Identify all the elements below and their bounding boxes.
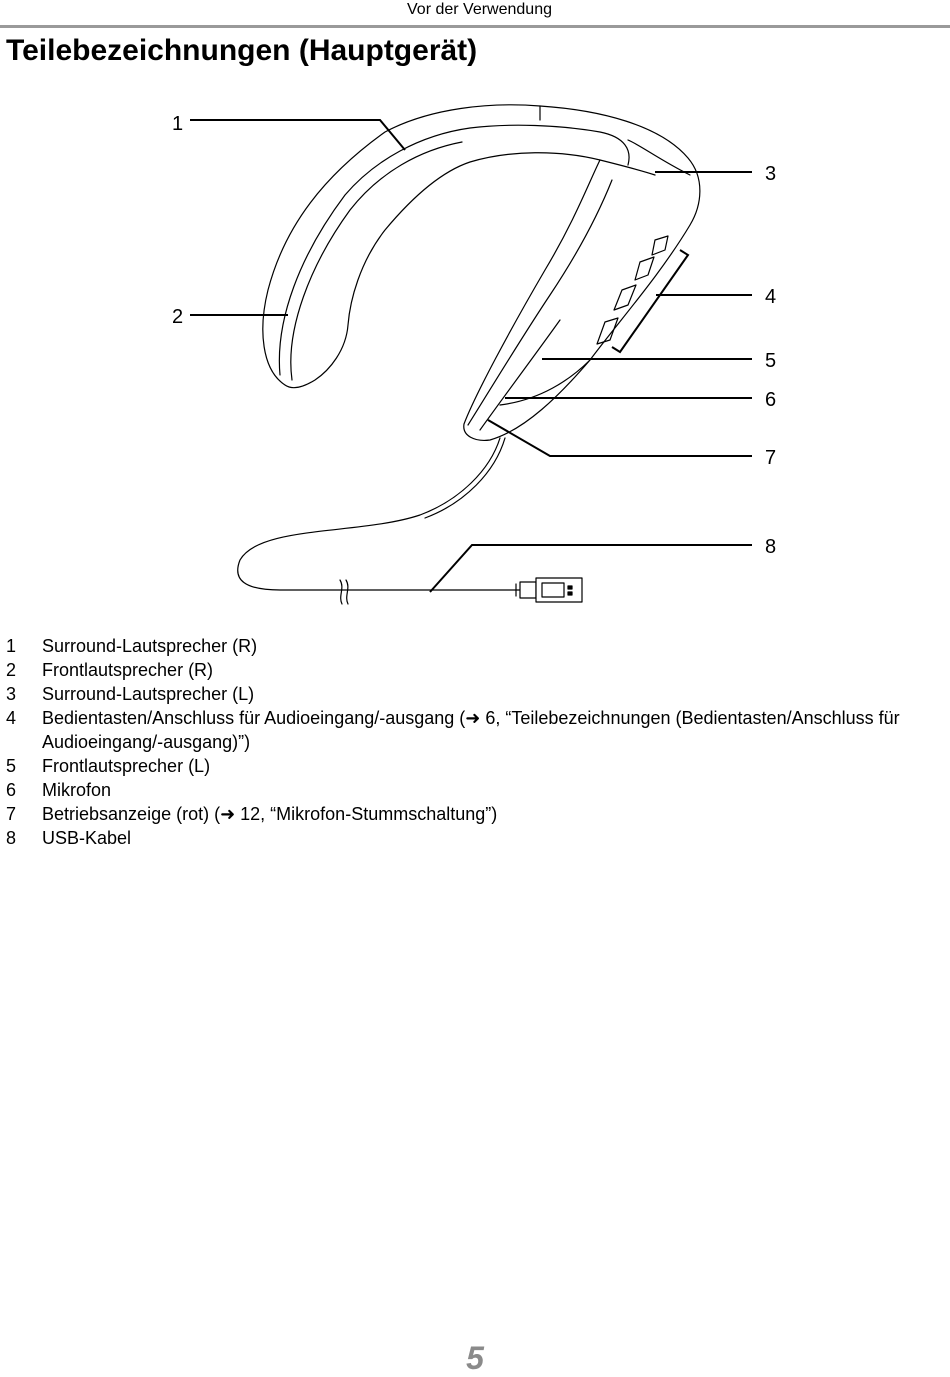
usb-cable [238, 438, 520, 590]
list-item: 4 Bedientasten/Anschluss für Audioeingang/-ausgang (➜ 6, “Teilebezeichnungen (Bedientasten/Anschluss für Audioeingang/-ausgang)”) [6, 708, 900, 752]
page-number: 5 [466, 1340, 484, 1376]
list-item: 7 Betriebsanzeige (rot) (➜ 12, “Mikrofon-Stummschaltung”) [6, 804, 498, 824]
product-diagram [0, 90, 950, 620]
callout-8: 8 [765, 536, 777, 558]
header-divider [0, 25, 950, 28]
callout-2: 2 [172, 306, 184, 328]
callout-1: 1 [172, 113, 184, 135]
list-item: 3 Surround-Lautsprecher (L) [6, 684, 255, 704]
list-item: 1 Surround-Lautsprecher (R) [6, 636, 258, 656]
list-item: 6 Mikrofon [6, 780, 112, 800]
list-item: 2 Frontlautsprecher (R) [6, 660, 214, 680]
list-item: 8 USB-Kabel [6, 828, 132, 848]
callout-4: 4 [765, 286, 777, 308]
usb-plug [520, 582, 536, 598]
list-item: 5 Frontlautsprecher (L) [6, 756, 211, 776]
callout-7: 7 [765, 447, 777, 469]
page-title: Teilebezeichnungen (Hauptgerät) [6, 34, 478, 67]
parts-list [6, 634, 941, 850]
neckband-outline [263, 105, 700, 441]
section-header: Vor der Verwendung [407, 1, 552, 18]
callout-6: 6 [765, 389, 777, 411]
callout-5: 5 [765, 350, 777, 372]
callout-3: 3 [765, 163, 777, 185]
